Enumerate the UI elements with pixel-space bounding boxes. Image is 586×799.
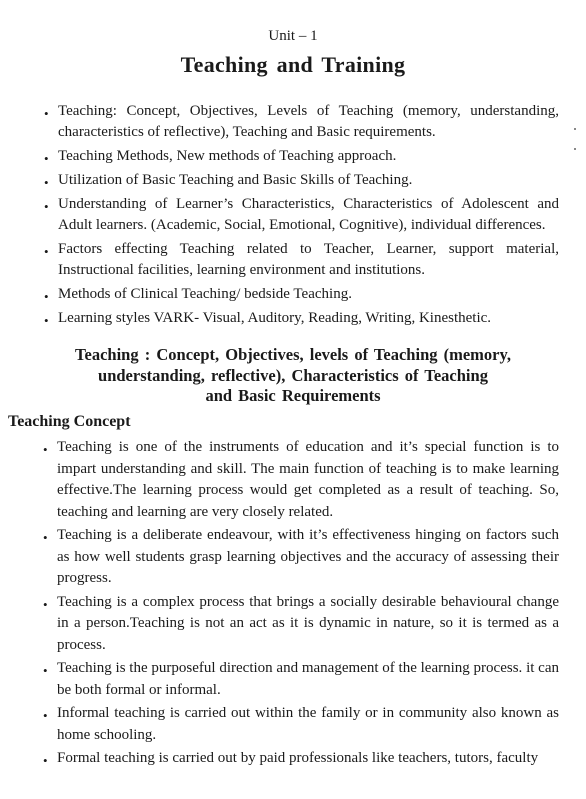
topic-list [58,101,559,332]
topic-item: • Teaching Methods, New methods of Teaching approach. [58,146,559,167]
concept-item: • Teaching is the purposeful direction and management of the learning process. it can be both formal or informal. [57,658,559,701]
section-heading [20,345,566,407]
concept-item: • Informal teaching is carried out within the family or in community also known as home schooling. [57,703,559,746]
topic-item: • Methods of Clinical Teaching/ bedside Teaching. [58,284,559,305]
topic-item: • Learning styles VARK- Visual, Auditory, Reading, Writing, Kinesthetic. [58,308,559,329]
chapter-title: Teaching and Training [180,52,406,77]
concept-item: • Teaching is one of the instruments of education and it’s special function is to impart understanding and skill. The main function of teaching is to make learning effective.The learning process would get completed as a result of teaching. So, teaching and learning are very closely related. [57,437,559,523]
section-heading-line: and Basic Requirements [205,386,381,405]
section-heading-line: understanding, reflective), Characteristics of Teaching [98,365,488,385]
topic-item: • Understanding of Learner’s Characteristics, Characteristics of Adolescent and Adult learners. (Academic, Social, Emotional, Cognitive), individual differences. [58,194,559,236]
scan-speck [574,148,576,150]
scan-speck [574,128,576,130]
topic-item: • Utilization of Basic Teaching and Basic Skills of Teaching. [58,170,559,191]
unit-label: Unit – 1 [268,28,318,44]
concept-item: • Formal teaching is carried out by paid professionals like teachers, tutors, faculty [57,748,559,770]
concept-item: • Teaching is a deliberate endeavour, with it’s effectiveness hinging on factors such as how well students grasp learning objectives and the accuracy of assessing their progress. [57,525,559,590]
sub-heading: Teaching Concept [8,413,131,430]
topic-item: • Factors effecting Teaching related to Teacher, Learner, support material, Instructional facilities, learning environment and institutions. [58,239,559,281]
section-heading-line: Teaching : Concept, Objectives, levels of Teaching (memory, [75,345,511,364]
topic-item: • Teaching: Concept, Objectives, Levels of Teaching (memory, understanding, characteristics of reflective), Teaching and Basic requirements. [58,101,559,143]
concept-list [57,437,559,772]
concept-item: • Teaching is a complex process that brings a socially desirable behavioural change in a person.Teaching is not an act as it is dynamic in nature, so it is termed as a process. [57,592,559,657]
